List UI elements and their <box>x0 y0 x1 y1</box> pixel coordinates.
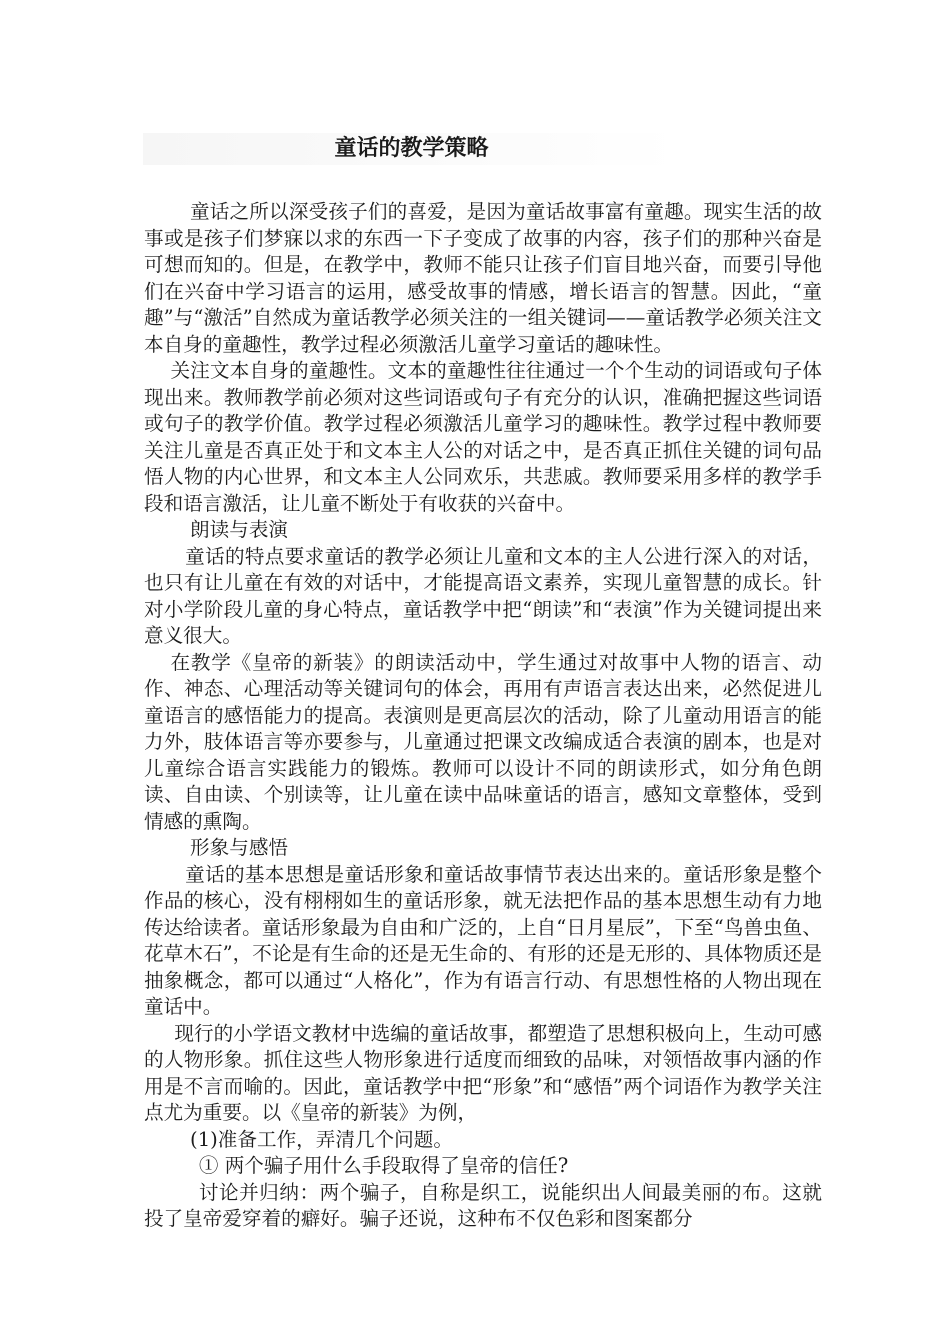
document-body <box>144 199 822 1233</box>
paragraph-intro: 童话之所以深受孩子们的喜爱，是因为童话故事富有童趣。现实生活的故事或是孩子们梦寐以求的东西一下子变成了故事的内容，孩子们的那种兴奋是可想而知的。但是，在教学中，教师不能只让孩子们盲目地兴奋，而要引导他们在兴奋中学习语言的运用，感受故事的情感，增长语言的智慧。因此，“童趣”与“激活”自然成为童话教学必须关注的一组关键词——童话教学必须关注文本自身的童趣性，教学过程必须激活儿童学习童话的趣味性。 <box>144 200 822 356</box>
section-heading-reading-performance: 朗读与表演 <box>190 518 289 541</box>
paragraph-focus-text: 关注文本自身的童趣性。文本的童趣性往往通过一个个生动的词语或句子体现出来。教师教学前必须对这些词语或句子有充分的认识，准确把握这些词语或句子的教学价值。教学过程必须激活儿童学习的趣味性。教学过程中教师要关注儿童是否真正处于和文本主人公的对话之中，是否真正抓住关键的词句品悟人物的内心世界，和文本主人公同欢乐，共悲戚。教师要采用多样的教学手段和语言激活，让儿童不断处于有收获的兴奋中。 <box>144 359 822 515</box>
paragraph-image-intro: 童话的基本思想是童话形象和童话故事情节表达出来的。童话形象是整个作品的核心，没有栩栩如生的童话形象，就无法把作品的基本思想生动有力地传达给读者。童话形象最为自由和广泛的，上自“日月星辰”，下至“鸟兽虫鱼、花草木石”，不论是有生命的还是无生命的、有形的还是无形的、具体物质还是抽象概念，都可以通过“人格化”，作为有语言行动、有思想性格的人物出现在童话中。 <box>144 862 822 1018</box>
paragraph-reading-intro: 童话的特点要求童话的教学必须让儿童和文本的主人公进行深入的对话，也只有让儿童在有效的对话中，才能提高语文素养，实现儿童智慧的成长。针对小学阶段儿童的身心特点，童话教学中把“朗读”和“表演”作为关键词提出来意义很大。 <box>144 544 822 647</box>
list-item-question-1: ① 两个骗子用什么手段取得了皇帝的信任? <box>198 1154 569 1177</box>
document-title: 童话的教学策略 <box>143 133 680 165</box>
paragraph-reading-example: 在教学《皇帝的新装》的朗读活动中，学生通过对故事中人物的语言、动作、神态、心理活动等关键词句的体会，再用有声语言表达出来，必然促进儿童语言的感悟能力的提高。表演则是更高层次的活动，除了儿童动用语言的能力外，肢体语言等亦要参与，儿童通过把课文改编成适合表演的剧本，也是对儿童综合语言实践能力的锻炼。教师可以设计不同的朗读形式，如分角色朗读、自由读、个别读等，让儿童在读中品味童话的语言，感知文章整体，受到情感的熏陶。 <box>144 650 822 833</box>
paragraph-image-example: 现行的小学语文教材中选编的童话故事，都塑造了思想积极向上，生动可感的人物形象。抓住这些人物形象进行适度而细致的品味，对领悟故事内涵的作用是不言而喻的。因此，童话教学中把“形象”和“感悟”两个词语作为教学关注点尤为重要。以《皇帝的新装》为例， <box>144 1021 822 1124</box>
paragraph-discussion: 讨论并归纳：两个骗子，自称是织工，说能织出人间最美丽的布。这就投了皇帝爱穿着的癖好。骗子还说，这种布不仅色彩和图案都分 <box>144 1180 822 1230</box>
list-item-preparation: (1)准备工作，弄清几个问题。 <box>190 1127 453 1151</box>
section-heading-image-insight: 形象与感悟 <box>190 836 289 859</box>
